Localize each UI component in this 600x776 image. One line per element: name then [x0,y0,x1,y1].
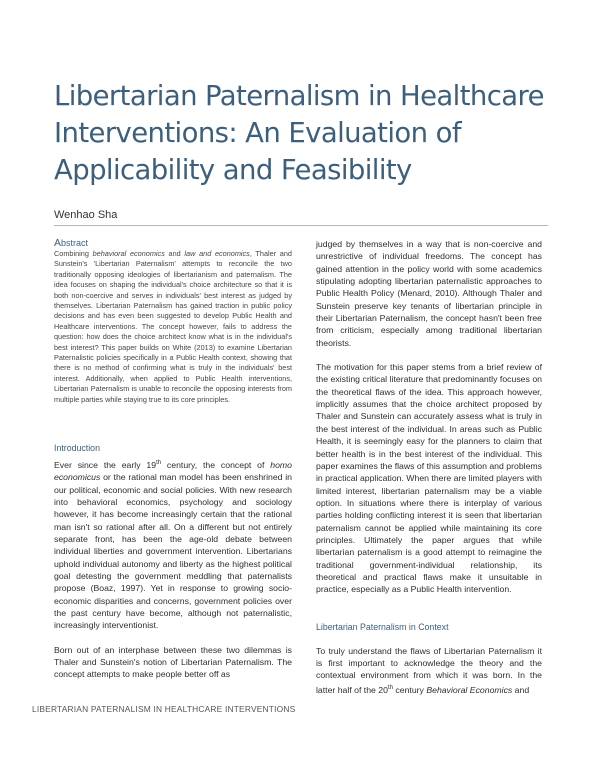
right-paragraph-1: judged by themselves in a way that is non-coercive and unrestrictive of individual freedoms. The concept has gained attention in the policy world with some academics stipulating adopting libertarian paternalistic approaches to Public Health Policy (Menard, 2010). Although Thaler and Sunstein preserve key tenants of libertarian principle in their Libertarian Paternalism, the concept hasn't been free from criticism, especially among traditional libertarian theorists. [316,239,542,348]
introduction-heading: Introduction [54,443,100,454]
paper-title [54,78,574,189]
introduction-paragraph-2: Born out of an interphase between these two dilemmas is Thaler and Sunstein's notion of Libertarian Paternalism. The concept attempts to make people better off as [54,644,292,680]
left-column [54,238,292,681]
title-line-1: Libertarian Paternalism in Healthcare [54,80,544,112]
abstract-heading: Abstract [54,237,89,249]
context-paragraph: To truly understand the flaws of Libertarian Paternalism it is first important to acknowledge the theory and the contextual environment from which it was born. In the latter half of the 20th century Behavioral Economics and [316,645,542,695]
abstract-text: Combining behavioral economics and law and economics, Thaler and Sunstein's 'Libertarian Paternalism' attempts to reconcile the two traditionally opposing ideologies of libertarianism and paternalism. The idea focuses on shaping the individual's choice architecture so that it is both non-coercive and serves in individuals' best interest as judged by themselves. Libertarian Paternalism has gained traction in public policy decisions and has even been suggested to develop Public Health and Healthcare interventions. The concept however, fails to address the question: how does the choice architect know what is in the individual's best interest? This paper builds on White (2013) to examine Libertarian Paternalistic policies specifically in a Public Health context, showing that there is no method of confirming what is truly in the individuals' best interest. Additionally, when applied to Public Health interventions, Libertarian Paternalism is unable to reconcile the opposing interests from multiple parties while staying true to its core principles. [54,249,292,404]
introduction-paragraph-1: Ever since the early 19th century, the concept of homo economicus or the rational man model has been enshrined in our political, economic and social policies. With new research into behavioral economics, psychology and sociology however, it has become increasingly certain that the rational man isn't so rational after all. On a different but not entirely separate front, has been the age-old debate between individual liberties and government intervention. Libertarians uphold individual autonomy and liberty as the highest political goal detesting the government meddling that paternalists propose (Boaz, 1997). Yet in response to growing socio-economic disparities and concerns, government policies over the past century have become, although not paternalistic, increasingly interventionist. [54,459,292,631]
right-column [316,238,542,696]
author-name: Wenhao Sha [54,209,118,221]
title-line-3: Applicability and Feasibility [54,154,412,186]
title-divider [54,225,548,226]
title-line-2: Interventions: An Evaluation of [54,117,461,149]
right-paragraph-2: The motivation for this paper stems from a brief review of the existing critical literature that predominantly focuses on the theoretical flaws of the idea. This approach however, implicitly assumes that the choice architect proposed by Thaler and Sunstein can accurately assess what is truly in the best interest of the individual. In areas such as Public Health, it is seemingly easy for the planners to claim that better health is in the best interest of the individual. This paper examines the flaws of this assumption and problems in practical application. When there are limited players with limited interest, libertarian paternalism may be a viable option. In situations where there is interplay of various parties holding conflicting interest it is seen that libertarian paternalism cannot be applied while maintaining its core principles. Ultimately the paper argues that while libertarian paternalism is a good attempt to reimagine the traditional government-individual relationship, its theoretical and practical flaws make it unsuitable in practice, especially as a Public Health intervention. [316,362,542,595]
running-footer: LIBERTARIAN PATERNALISM IN HEALTHCARE INTERVENTIONS [32,704,296,714]
context-heading: Libertarian Paternalism in Context [316,621,449,632]
